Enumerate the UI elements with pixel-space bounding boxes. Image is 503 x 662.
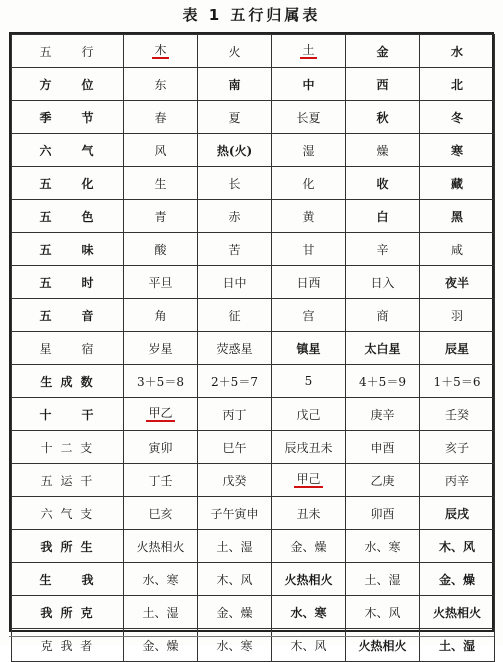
row-header-cell (12, 101, 124, 134)
cell-text: 生 (154, 176, 167, 191)
table-cell (346, 167, 420, 200)
cell-text: 土、湿 (438, 638, 475, 653)
table-row (12, 68, 495, 101)
row-header-text: 十 干 (39, 407, 96, 422)
table-cell (124, 464, 198, 497)
cell-text: 太白星 (364, 341, 401, 356)
table-cell (420, 431, 495, 464)
table-cell (124, 431, 198, 464)
cell-text: 火 (228, 44, 241, 59)
row-header-text: 生 成 数 (40, 374, 95, 389)
cell-text: 镇星 (296, 341, 321, 356)
cell-text: 燥 (376, 143, 389, 158)
cell-text: 藏 (450, 176, 463, 191)
table-cell (420, 464, 495, 497)
cell-text: 寅卯 (148, 440, 173, 455)
table-cell (124, 596, 198, 629)
table-cell (198, 563, 272, 596)
row-header-text: 星 宿 (39, 341, 96, 356)
table-row (12, 530, 495, 563)
row-header-text: 我 所 生 (40, 539, 95, 554)
cell-text: 壬癸 (444, 407, 469, 422)
table-cell (272, 464, 346, 497)
table-cell (124, 68, 198, 101)
cell-text: 赤 (228, 209, 241, 224)
cell-text: 日入 (370, 275, 395, 290)
table-cell (272, 629, 346, 662)
table-cell (198, 629, 272, 662)
table-cell (198, 365, 272, 398)
cell-text: 湿 (302, 143, 315, 158)
table-cell (272, 365, 346, 398)
table-cell (124, 365, 198, 398)
table-cell (420, 497, 495, 530)
cell-text: 火热相火 (284, 572, 333, 587)
table-title: 表 1 五行归属表 (182, 6, 321, 24)
cell-text: 黑 (450, 209, 463, 224)
row-header-text: 生 我 (39, 572, 96, 587)
cell-text: 金、燥 (216, 605, 253, 620)
cell-text: 木 (154, 43, 167, 57)
cell-text: 中 (302, 77, 315, 92)
cell-text: 1＋5＝6 (433, 374, 481, 389)
table-row (12, 629, 495, 662)
table-cell (346, 365, 420, 398)
cell-text: 庚辛 (370, 407, 395, 422)
cell-text: 丁壬 (148, 473, 173, 488)
cell-text: 火热相火 (136, 539, 185, 554)
table-row (12, 167, 495, 200)
cell-text: 征 (228, 308, 241, 323)
table-cell (346, 35, 420, 68)
table-row (12, 431, 495, 464)
cell-text: 风 (154, 143, 167, 158)
table-cell (272, 530, 346, 563)
cell-text: 土 (302, 43, 315, 57)
table-cell (198, 134, 272, 167)
cell-text: 辛 (376, 242, 389, 257)
cell-text: 东 (154, 77, 167, 92)
table-cell (346, 563, 420, 596)
table-cell (198, 35, 272, 68)
table-cell (272, 134, 346, 167)
table-cell (124, 497, 198, 530)
row-header-cell (12, 332, 124, 365)
table-cell (420, 596, 495, 629)
row-header-cell (12, 530, 124, 563)
table-cell (420, 299, 495, 332)
cell-text: 水、寒 (364, 539, 401, 554)
table-cell (198, 68, 272, 101)
cell-text: 卯酉 (370, 506, 395, 521)
row-header-cell (12, 497, 124, 530)
table-cell (272, 497, 346, 530)
table-row (12, 596, 495, 629)
table-cell (346, 332, 420, 365)
table-row (12, 35, 495, 68)
cell-text: 冬 (450, 110, 463, 125)
row-header-cell (12, 596, 124, 629)
table-cell (420, 200, 495, 233)
table-cell (272, 35, 346, 68)
table-cell (346, 266, 420, 299)
row-header-text: 季 节 (39, 110, 96, 125)
cell-text: 戊己 (296, 407, 321, 422)
cell-text: 日中 (222, 275, 247, 290)
cell-text: 辰星 (444, 341, 469, 356)
cell-text: 亥子 (444, 440, 469, 455)
cell-text: 5 (304, 374, 313, 388)
cell-text: 春 (154, 110, 167, 125)
table-cell (420, 332, 495, 365)
cell-text: 商 (376, 308, 389, 323)
cell-text: 木、风 (216, 572, 253, 587)
table-cell (420, 530, 495, 563)
cell-text: 角 (154, 308, 167, 323)
table-row (12, 266, 495, 299)
cell-text: 子午寅申 (210, 506, 259, 521)
cell-text: 西 (376, 77, 389, 92)
cell-text: 青 (154, 209, 167, 224)
row-header-text: 克 我 者 (40, 638, 95, 653)
table-row (12, 464, 495, 497)
row-header-cell (12, 299, 124, 332)
cell-text: 金 (376, 44, 389, 59)
cell-text: 荧惑星 (216, 341, 253, 356)
table-cell (272, 596, 346, 629)
cell-text: 辰戌丑未 (284, 440, 333, 455)
table-cell (124, 233, 198, 266)
table-cell (346, 233, 420, 266)
row-header-cell (12, 266, 124, 299)
table-cell (346, 629, 420, 662)
cell-text: 甘 (302, 242, 315, 257)
cell-text: 甲己 (296, 472, 321, 486)
cell-text: 木、风 (364, 605, 401, 620)
row-header-cell (12, 629, 124, 662)
table-row (12, 497, 495, 530)
row-header-cell (12, 563, 124, 596)
table-cell (346, 134, 420, 167)
table-cell (346, 398, 420, 431)
table-cell (420, 101, 495, 134)
table-cell (124, 530, 198, 563)
cell-text: 土、湿 (142, 605, 179, 620)
cell-text: 辰戌 (444, 506, 469, 521)
table-cell (198, 431, 272, 464)
cell-text: 木、风 (438, 539, 475, 554)
table-cell (198, 101, 272, 134)
table-row (12, 332, 495, 365)
table-cell (198, 332, 272, 365)
table-cell (420, 35, 495, 68)
table-cell (420, 365, 495, 398)
table-cell (420, 563, 495, 596)
table-cell (198, 233, 272, 266)
cell-text: 热(火) (216, 143, 253, 158)
table-cell (124, 167, 198, 200)
cell-text: 丑未 (296, 506, 321, 521)
table-cell (346, 101, 420, 134)
row-header-cell (12, 365, 124, 398)
table-cell (346, 497, 420, 530)
table-cell (346, 464, 420, 497)
table-cell (272, 431, 346, 464)
row-header-cell (12, 398, 124, 431)
table-cell (198, 596, 272, 629)
table-cell (272, 68, 346, 101)
table-cell (272, 266, 346, 299)
row-header-text: 方 位 (39, 77, 96, 92)
row-header-text: 我 所 克 (40, 605, 95, 620)
row-header-cell (12, 464, 124, 497)
cell-text: 3＋5＝8 (137, 374, 184, 389)
table-cell (420, 134, 495, 167)
table-row (12, 563, 495, 596)
table-cell (272, 167, 346, 200)
table-cell (124, 35, 198, 68)
row-header-text: 五 行 (39, 44, 96, 59)
cell-text: 宫 (302, 308, 315, 323)
table-cell (420, 167, 495, 200)
table-cell (420, 629, 495, 662)
table-cell (124, 299, 198, 332)
cell-text: 巳亥 (148, 506, 173, 521)
table-cell (272, 563, 346, 596)
table-cell (272, 398, 346, 431)
table-cell (198, 464, 272, 497)
cell-text: 2＋5＝7 (211, 374, 258, 389)
cell-text: 北 (450, 77, 463, 92)
table-cell (420, 233, 495, 266)
cell-text: 日西 (296, 275, 321, 290)
cell-text: 长夏 (296, 110, 321, 125)
cell-text: 水 (450, 44, 463, 59)
cell-text: 平旦 (148, 275, 173, 290)
table-cell (272, 101, 346, 134)
cell-text: 长 (228, 176, 241, 191)
table-cell (198, 497, 272, 530)
bottom-rule (9, 636, 494, 637)
cell-text: 申酉 (370, 440, 395, 455)
row-header-cell (12, 134, 124, 167)
table-body (12, 35, 495, 662)
table-cell (420, 398, 495, 431)
row-header-text: 六 气 支 (40, 506, 95, 521)
table-cell (198, 266, 272, 299)
table-cell (124, 200, 198, 233)
table-row (12, 233, 495, 266)
cell-text: 白 (376, 209, 389, 224)
cell-text: 羽 (450, 308, 463, 323)
row-header-text: 十 二 支 (40, 440, 95, 455)
cell-text: 收 (376, 176, 389, 191)
table-cell (124, 332, 198, 365)
table-cell (346, 200, 420, 233)
table-cell (420, 266, 495, 299)
table-cell (272, 233, 346, 266)
table-cell (198, 530, 272, 563)
table-cell (124, 101, 198, 134)
cell-text: 4＋5＝9 (359, 374, 406, 389)
cell-text: 化 (302, 176, 315, 191)
cell-text: 金、燥 (438, 572, 475, 587)
table-row (12, 134, 495, 167)
cell-text: 金、燥 (290, 539, 327, 554)
cell-text: 甲乙 (148, 406, 173, 420)
row-header-text: 六 气 (39, 143, 96, 158)
row-header-text: 五 味 (39, 242, 96, 257)
cell-text: 苦 (228, 242, 241, 257)
cell-text: 南 (228, 77, 241, 92)
table-row (12, 200, 495, 233)
table-cell (420, 68, 495, 101)
five-elements-table (11, 34, 495, 662)
table-row (12, 101, 495, 134)
table-cell (346, 68, 420, 101)
cell-text: 水、寒 (216, 638, 253, 653)
cell-text: 夜半 (444, 275, 469, 290)
cell-text: 丙丁 (222, 407, 247, 422)
cell-text: 戊癸 (222, 473, 247, 488)
cell-text: 寒 (450, 143, 463, 158)
cell-text: 夏 (228, 110, 241, 125)
cell-text: 乙庚 (370, 473, 395, 488)
cell-text: 火热相火 (358, 638, 407, 653)
table-cell (346, 530, 420, 563)
table-cell (346, 299, 420, 332)
table-row (12, 299, 495, 332)
cell-text: 水、寒 (290, 605, 327, 620)
row-header-cell (12, 167, 124, 200)
table-cell (198, 398, 272, 431)
cell-text: 酸 (154, 242, 167, 257)
row-header-cell (12, 35, 124, 68)
table-cell (346, 431, 420, 464)
row-header-text: 五 化 (39, 176, 96, 191)
cell-text: 水、寒 (142, 572, 179, 587)
cell-text: 咸 (450, 242, 463, 257)
table-cell (272, 299, 346, 332)
table-cell (272, 332, 346, 365)
row-header-text: 五 运 干 (40, 473, 95, 488)
row-header-text: 五 音 (39, 308, 96, 323)
table-cell (124, 629, 198, 662)
table-cell (124, 398, 198, 431)
table-cell (124, 266, 198, 299)
cell-text: 岁星 (148, 341, 173, 356)
row-header-cell (12, 68, 124, 101)
row-header-cell (12, 233, 124, 266)
table-cell (124, 563, 198, 596)
table-cell (124, 134, 198, 167)
table-cell (198, 200, 272, 233)
cell-text: 土、湿 (364, 572, 401, 587)
row-header-text: 五 色 (39, 209, 96, 224)
row-header-cell (12, 431, 124, 464)
cell-text: 丙辛 (444, 473, 469, 488)
cell-text: 土、湿 (216, 539, 253, 554)
cell-text: 金、燥 (142, 638, 179, 653)
cell-text: 巳午 (222, 440, 247, 455)
row-header-cell (12, 200, 124, 233)
row-header-text: 五 时 (39, 275, 96, 290)
table-cell (198, 299, 272, 332)
table-cell (198, 167, 272, 200)
table-row (12, 365, 495, 398)
cell-text: 木、风 (290, 638, 327, 653)
table-cell (272, 200, 346, 233)
table-row (12, 398, 495, 431)
cell-text: 火热相火 (432, 605, 481, 620)
cell-text: 秋 (376, 110, 389, 125)
five-elements-table-frame (9, 32, 494, 653)
table-cell (346, 596, 420, 629)
cell-text: 黄 (302, 209, 315, 224)
